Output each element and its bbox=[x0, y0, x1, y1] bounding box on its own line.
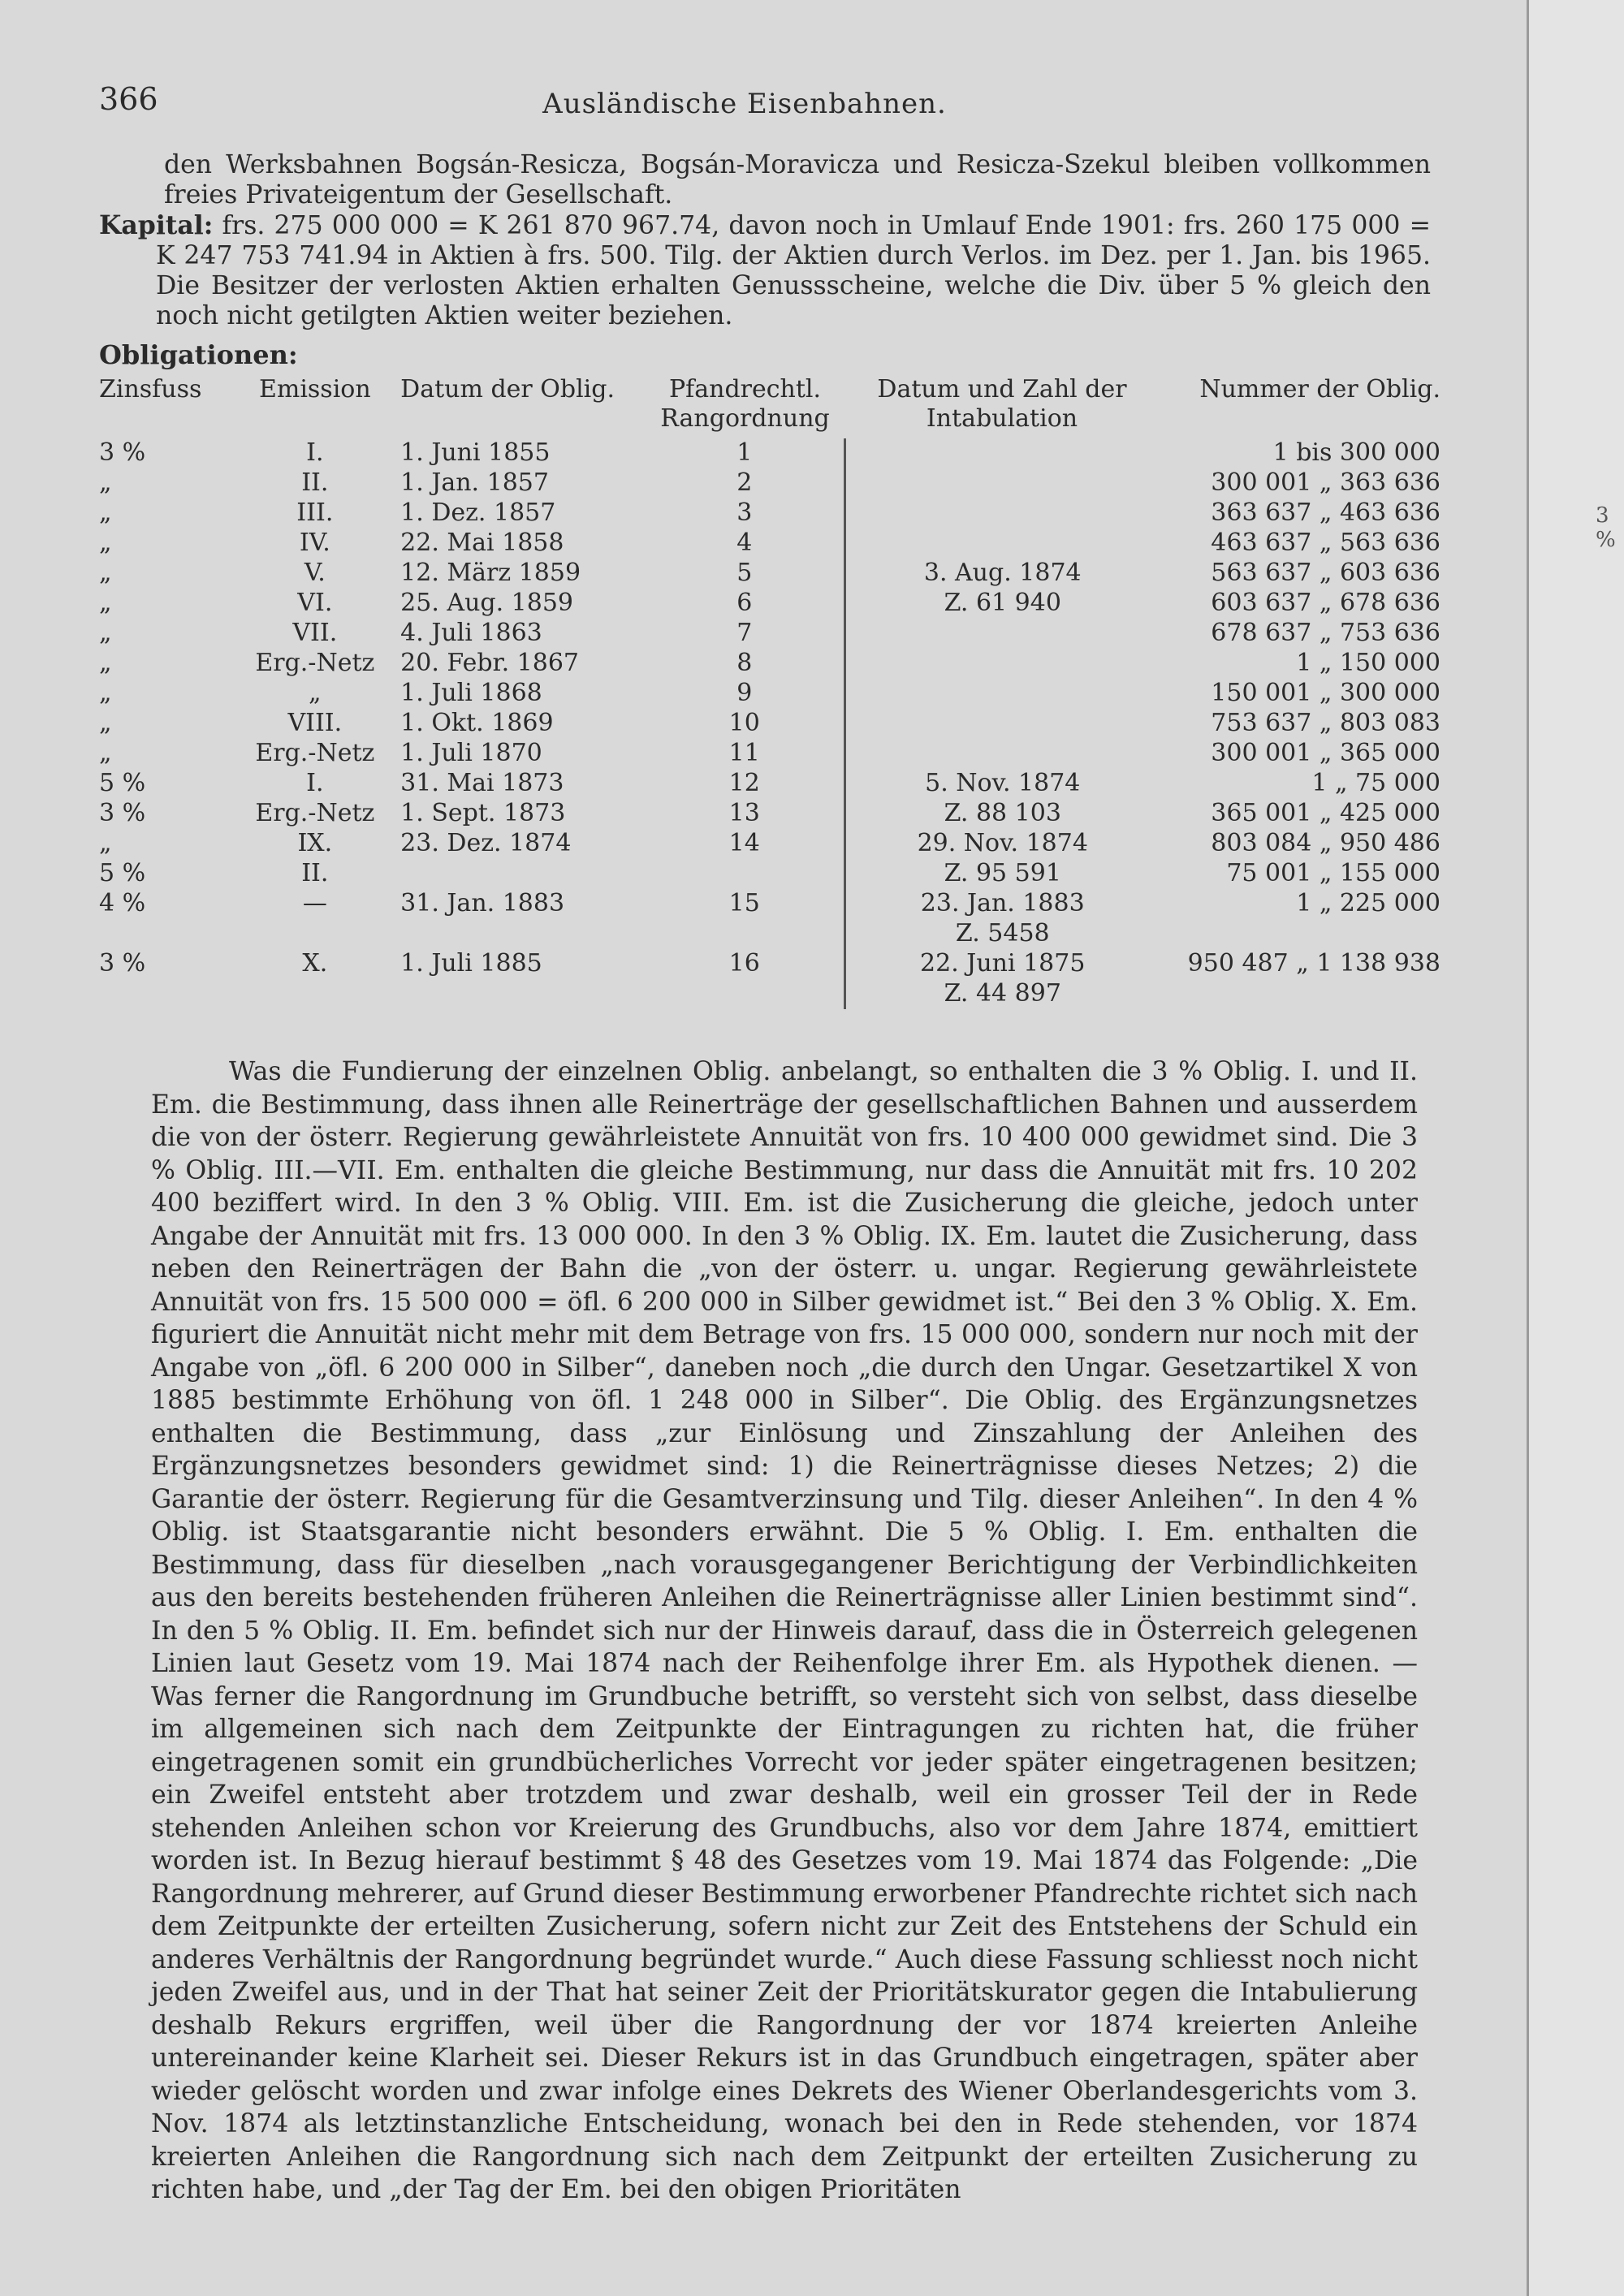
table-row bbox=[96, 529, 1444, 559]
cell-em: Erg.-Netz bbox=[255, 649, 375, 677]
table-row bbox=[96, 468, 1444, 498]
cell-em: Erg.-Netz bbox=[255, 739, 375, 767]
page-number: 366 bbox=[99, 81, 158, 117]
cell-nummer: 1 „ 150 000 bbox=[1296, 649, 1440, 677]
cell-em: Erg.-Netz bbox=[255, 799, 375, 827]
cell-nummer: 563 637 „ 603 636 bbox=[1211, 559, 1440, 587]
col-header-datum: Datum der Oblig. bbox=[400, 375, 615, 404]
table-header-row bbox=[96, 375, 1444, 438]
table-row bbox=[96, 949, 1444, 979]
cell-rang: 1 bbox=[645, 438, 844, 468]
cell-rang: 10 bbox=[645, 709, 844, 739]
cell-rang bbox=[645, 919, 844, 949]
cell-rang: 13 bbox=[645, 799, 844, 829]
table-row bbox=[96, 859, 1444, 889]
col-header-rangordnung: Pfandrechtl. Rangordnung bbox=[660, 375, 830, 433]
cell-intab: Z. 61 940 bbox=[944, 589, 1061, 617]
table-row bbox=[96, 589, 1444, 619]
cell-rang bbox=[645, 859, 844, 889]
cell-datum bbox=[397, 919, 645, 949]
cell-intab: Z. 88 103 bbox=[944, 799, 1061, 827]
cell-datum: 25. Aug. 1859 bbox=[400, 589, 574, 617]
cell-em: II. bbox=[301, 859, 329, 887]
cell-rang: 3 bbox=[645, 498, 844, 529]
cell-zins: „ bbox=[99, 649, 112, 677]
cell-rang bbox=[645, 979, 844, 1009]
cell-intab bbox=[845, 529, 1160, 559]
cell-intab bbox=[845, 649, 1160, 679]
cell-datum: 23. Dez. 1874 bbox=[400, 829, 572, 857]
cell-nummer: 1 „ 225 000 bbox=[1296, 889, 1440, 917]
cell-rang: 9 bbox=[645, 679, 844, 709]
table-row bbox=[96, 709, 1444, 739]
facing-page-edge bbox=[1527, 0, 1624, 2296]
cell-datum bbox=[397, 979, 645, 1009]
cell-em: III. bbox=[296, 498, 334, 527]
intro-section bbox=[99, 150, 1431, 331]
cell-zins: „ bbox=[99, 498, 112, 527]
cell-intab bbox=[845, 739, 1160, 769]
cell-intab: Z. 5458 bbox=[955, 919, 1050, 947]
table-row bbox=[96, 829, 1444, 859]
cell-nummer bbox=[1159, 979, 1444, 1009]
cell-rang: 14 bbox=[645, 829, 844, 859]
cell-rang: 2 bbox=[645, 468, 844, 498]
table-row bbox=[96, 739, 1444, 769]
cell-datum: 12. März 1859 bbox=[400, 559, 581, 587]
cell-nummer: 603 637 „ 678 636 bbox=[1211, 589, 1440, 617]
cell-zins: „ bbox=[99, 468, 112, 497]
table-row bbox=[96, 889, 1444, 919]
cell-nummer: 363 637 „ 463 636 bbox=[1211, 498, 1440, 527]
cell-datum: 1. Okt. 1869 bbox=[400, 709, 554, 737]
cell-nummer: 678 637 „ 753 636 bbox=[1211, 619, 1440, 647]
cell-datum: 22. Mai 1858 bbox=[400, 529, 564, 557]
cell-intab bbox=[845, 709, 1160, 739]
cell-datum: 1. Jan. 1857 bbox=[400, 468, 549, 497]
cell-em bbox=[233, 979, 398, 1009]
cell-intab bbox=[845, 468, 1160, 498]
cell-rang: 15 bbox=[645, 889, 844, 919]
cell-zins: „ bbox=[99, 589, 112, 617]
cell-intab: 23. Jan. 1883 bbox=[920, 889, 1085, 917]
col-header-emission: Emission bbox=[258, 375, 371, 404]
cell-datum: 1. Juli 1870 bbox=[400, 739, 542, 767]
cell-datum: 20. Febr. 1867 bbox=[400, 649, 579, 677]
cell-rang: 4 bbox=[645, 529, 844, 559]
table-row bbox=[96, 559, 1444, 589]
cell-em: VI. bbox=[297, 589, 333, 617]
cell-datum: 1. Juli 1885 bbox=[400, 949, 542, 978]
cell-nummer: 1 „ 75 000 bbox=[1311, 769, 1440, 797]
cell-em: „ bbox=[309, 679, 322, 707]
cell-nummer bbox=[1159, 919, 1444, 949]
cell-zins bbox=[96, 979, 233, 1009]
cell-em: VIII. bbox=[287, 709, 343, 737]
cell-datum: 1. Juni 1855 bbox=[400, 438, 551, 467]
table-body bbox=[96, 438, 1444, 1009]
cell-rang: 7 bbox=[645, 619, 844, 649]
table-row bbox=[96, 979, 1444, 1009]
cell-em: I. bbox=[306, 769, 324, 797]
table-row bbox=[96, 438, 1444, 468]
cell-nummer: 300 001 „ 363 636 bbox=[1211, 468, 1440, 497]
cell-zins: 5 % bbox=[99, 769, 146, 797]
cell-zins: 3 % bbox=[99, 799, 146, 827]
table-row bbox=[96, 498, 1444, 529]
table-row bbox=[96, 769, 1444, 799]
cell-em: VII. bbox=[292, 619, 338, 647]
body-paragraph: Was die Fundierung der einzelnen Oblig. anbelangt, so enthalten die 3 % Oblig. I. und II. Em. die Bestimmung, dass ihnen alle Reinerträge der gesellschaftlichen Bahnen und ausserdem die von der österr. Regierung gewährleistete Annuität von frs. 10 400 000 gewidmet sind. Die 3 % Oblig. III.—VII. Em. enthalten die gleiche Bestimmung, nur dass die Annuität mit frs. 10 202 400 beziffert wird. In den 3 % Oblig. VIII. Em. ist die Zusicherung die gleiche, jedoch unter Angabe der Annuität mit frs. 13 000 000. In den 3 % Oblig. IX. Em. lautet die Zusicherung, dass neben den Reinerträgen der Bahn die „von der österr. u. ungar. Regierung gewährleistete Annuität von frs. 15 500 000 = öfl. 6 200 000 in Silber gewidmet ist.“ Bei den 3 % Oblig. X. Em. figuriert die Annuität nicht mehr mit dem Betrage von frs. 15 000 000, sondern nur noch mit der Angabe von „öfl. 6 200 000 in Silber“, daneben noch „die durch den Ungar. Gesetzartikel X von 1885 bestimmte Erhöhung von öfl. 1 248 000 in Silber“. Die Oblig. des Ergänzungsnetzes enthalten die Bestimmung, dass „zur Einlösung und Zinszahlung der Anleihen des Ergänzungsnetzes besonders gewidmet sind: 1) die Reinerträgnisse dieses Netzes; 2) die Garantie der österr. Regierung für die Gesamtverzinsung und Tilg. dieser Anleihen“. In den 4 % Oblig. ist Staatsgarantie nicht besonders erwähnt. Die 5 % Oblig. I. Em. enthalten die Bestimmung, dass für dieselben „nach vorausgegangener Berichtigung der Verbindlichkeiten aus den bereits bestehenden früheren Anleihen die Reinerträgnisse aller Linien bestimmt sind“. In den 5 % Oblig. II. Em. befindet sich nur der Hinweis darauf, dass die in Österreich gelegenen Linien laut Gesetz vom 19. Mai 1874 nach der Reihenfolge ihrer Em. als Hypothek dienen. — Was ferner die Rangordnung im Grundbuche betrifft, so versteht sich von selbst, dass dieselbe im allgemeinen sich nach dem Zeitpunkte der Eintragungen zu richten hat, die früher eingetragenen somit ein grundbücherliches Vorrecht vor jeder später eingetragenen besitzen; ein Zweifel entsteht aber trotzdem und zwar deshalb, weil ein grosser Teil der in Rede stehenden Anleihen schon vor Kreierung des Grundbuchs, also vor dem Jahre 1874, emittiert worden ist. In Bezug hierauf bestimmt § 48 des Gesetzes vom 19. Mai 1874 das Folgende: „Die Rangordnung mehrerer, auf Grund dieser Bestimmung erworbener Pfandrechte richtet sich nach dem Zeitpunkte der erteilten Zusicherung, sofern nicht zur Zeit des Entstehens der Schuld ein anderes Verhältnis der Rangordnung begründet wurde.“ Auch diese Fassung schliesst noch nicht jeden Zweifel aus, und in der That hat seiner Zeit der Prioritätskurator gegen die Intabulierung deshalb Rekurs ergriffen, weil über die Rangordnung der vor 1874 kreierten Anleihe untereinander keine Klarheit sei. Dieser Rekurs ist in das Grundbuch eingetragen, später aber wieder gelöscht worden und zwar infolge eines Dekrets des Wiener Oberlandesgerichts vom 3. Nov. 1874 als letztinstanzliche Entscheidung, wonach bei den in Rede stehenden, vor 1874 kreierten Anleihen die Rangordnung sich nach dem Zeitpunkt der erteilten Zusicherung zu richten habe, und „der Tag der Em. bei den obigen Prioritäten bbox=[151, 1057, 1418, 2204]
cell-datum: 31. Jan. 1883 bbox=[400, 889, 565, 917]
running-title: Ausländische Eisenbahnen. bbox=[542, 88, 947, 120]
cell-datum: 31. Mai 1873 bbox=[400, 769, 564, 797]
kapital-text: frs. 275 000 000 = K 261 870 967.74, davon noch in Umlauf Ende 1901: frs. 260 175 000 = K 247 753 741.94 in Aktien à frs. 500. Tilg. der Aktien durch Verlos. im Dez. per 1. Jan. bis 1965. Die Besitzer der verlosten Aktien erhalten Genussscheine, welche die Div. über 5 % gleich den noch nicht getilgten Aktien weiter beziehen. bbox=[156, 211, 1431, 330]
cell-intab bbox=[845, 619, 1160, 649]
cell-zins: „ bbox=[99, 559, 112, 587]
table-row bbox=[96, 619, 1444, 649]
margin-note: 3 % bbox=[1596, 503, 1616, 552]
cell-zins: „ bbox=[99, 619, 112, 647]
cell-nummer: 150 001 „ 300 000 bbox=[1211, 679, 1440, 707]
cell-em: — bbox=[302, 889, 327, 917]
cell-zins: „ bbox=[99, 829, 112, 857]
cell-intab: 5. Nov. 1874 bbox=[925, 769, 1081, 797]
obligationen-title: Obligationen: bbox=[99, 339, 298, 370]
cell-em: I. bbox=[306, 438, 324, 467]
cell-intab: 29. Nov. 1874 bbox=[917, 829, 1088, 857]
works-paragraph: den Werksbahnen Bogsán-Resicza, Bogsán-Moravicza und Resicza-Szekul bleiben vollkommen freies Privateigentum der Gesellschaft. bbox=[164, 150, 1431, 209]
kapital-label: Kapital: bbox=[99, 210, 214, 240]
obligationen-table bbox=[96, 375, 1444, 1009]
cell-zins: „ bbox=[99, 679, 112, 707]
cell-em: V. bbox=[304, 559, 326, 587]
cell-rang: 12 bbox=[645, 769, 844, 799]
cell-zins: „ bbox=[99, 529, 112, 557]
cell-nummer: 365 001 „ 425 000 bbox=[1211, 799, 1440, 827]
cell-datum: 1. Juli 1868 bbox=[400, 679, 542, 707]
cell-nummer: 753 637 „ 803 083 bbox=[1211, 709, 1440, 737]
cell-zins: 3 % bbox=[99, 949, 146, 978]
page-header bbox=[99, 81, 1415, 122]
cell-nummer: 1 bis 300 000 bbox=[1272, 438, 1440, 467]
table-row bbox=[96, 799, 1444, 829]
cell-intab: Z. 95 591 bbox=[944, 859, 1061, 887]
cell-nummer: 75 001 „ 155 000 bbox=[1226, 859, 1440, 887]
cell-intab: 3. Aug. 1874 bbox=[923, 559, 1082, 587]
cell-intab: 22. Juni 1875 bbox=[920, 949, 1086, 978]
cell-zins: 4 % bbox=[99, 889, 146, 917]
cell-nummer: 300 001 „ 365 000 bbox=[1211, 739, 1440, 767]
cell-nummer: 803 084 „ 950 486 bbox=[1211, 829, 1440, 857]
cell-zins: 3 % bbox=[99, 438, 146, 467]
col-header-intabulation: Datum und Zahl der Intabulation bbox=[877, 375, 1127, 433]
cell-em: IX. bbox=[297, 829, 333, 857]
cell-datum: 1. Sept. 1873 bbox=[400, 799, 566, 827]
cell-rang: 6 bbox=[645, 589, 844, 619]
cell-intab bbox=[845, 679, 1160, 709]
cell-nummer: 950 487 „ 1 138 938 bbox=[1187, 949, 1440, 978]
cell-intab: Z. 44 897 bbox=[944, 979, 1061, 1008]
kapital-paragraph bbox=[99, 210, 1431, 331]
cell-datum: 4. Juli 1863 bbox=[400, 619, 542, 647]
cell-em: II. bbox=[301, 468, 329, 497]
cell-intab bbox=[845, 498, 1160, 529]
cell-em bbox=[233, 919, 398, 949]
cell-datum bbox=[397, 859, 645, 889]
table-row bbox=[96, 649, 1444, 679]
cell-rang: 16 bbox=[645, 949, 844, 979]
cell-nummer: 463 637 „ 563 636 bbox=[1211, 529, 1440, 557]
cell-zins: „ bbox=[99, 709, 112, 737]
col-header-nummer: Nummer der Oblig. bbox=[1199, 375, 1440, 404]
body-text bbox=[151, 1055, 1418, 2207]
cell-datum: 1. Dez. 1857 bbox=[400, 498, 556, 527]
cell-intab bbox=[845, 438, 1160, 468]
cell-rang: 11 bbox=[645, 739, 844, 769]
cell-zins: 5 % bbox=[99, 859, 146, 887]
cell-em: IV. bbox=[299, 529, 330, 557]
cell-rang: 8 bbox=[645, 649, 844, 679]
col-header-zinsfuss: Zinsfuss bbox=[99, 375, 202, 404]
cell-em: X. bbox=[302, 949, 328, 978]
table-row bbox=[96, 679, 1444, 709]
cell-rang: 5 bbox=[645, 559, 844, 589]
cell-zins: „ bbox=[99, 739, 112, 767]
table-row bbox=[96, 919, 1444, 949]
cell-zins bbox=[96, 919, 233, 949]
